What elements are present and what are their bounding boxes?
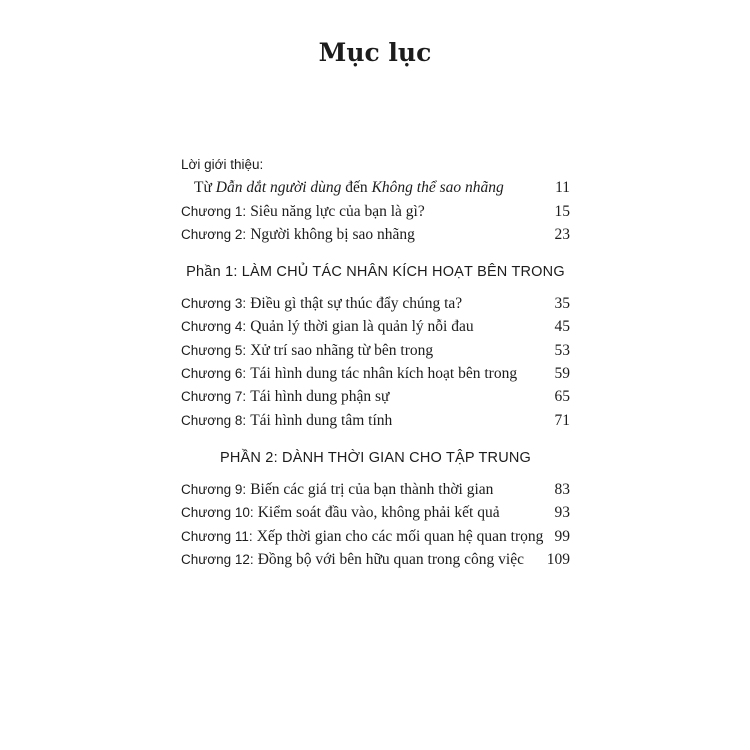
- toc-entry-chapter-4: [181, 315, 570, 338]
- chapter-title: Xử trí sao nhãng từ bên trong: [250, 341, 434, 359]
- intro-entry: [181, 176, 570, 199]
- chapter-title: Xếp thời gian cho các mối quan hệ quan trọng: [256, 527, 544, 545]
- page-number: 59: [554, 365, 570, 383]
- toc-entry-chapter-8: [181, 409, 570, 432]
- chapter-title: Quản lý thời gian là quản lý nỗi đau: [250, 318, 474, 336]
- chapter-title: Tái hình dung phận sự: [250, 388, 390, 406]
- chapter-label: Chương 9:: [181, 481, 247, 497]
- toc-entry-chapter-10: [181, 501, 570, 524]
- page-number: 93: [554, 504, 570, 522]
- page-number: 71: [554, 411, 570, 429]
- toc-entry-chapter-2: [181, 223, 570, 246]
- page-number: 109: [546, 550, 570, 568]
- chapter-title: Biến các giá trị của bạn thành thời gian: [250, 480, 494, 498]
- toc-entry-chapter-3: [181, 292, 570, 315]
- chapter-label: Chương 8:: [181, 412, 247, 428]
- part-1-heading: Phần 1: LÀM CHỦ TÁC NHÂN KÍCH HOẠT BÊN TRONG: [186, 264, 565, 281]
- page-number: 99: [554, 527, 570, 545]
- intro-mid: đến: [341, 179, 372, 197]
- intro-label: Lời giới thiệu:: [181, 157, 264, 172]
- chapter-label: Chương 11:: [181, 528, 253, 544]
- toc-entry-chapter-11: [181, 525, 570, 548]
- intro-label-row: [181, 153, 570, 176]
- intro-book-2: Không thể sao nhãng: [371, 179, 504, 197]
- page-number: 65: [554, 388, 570, 406]
- chapter-title: Đồng bộ với bên hữu quan trong công việc: [257, 550, 524, 568]
- page-number: 83: [554, 480, 570, 498]
- page-number: 15: [554, 202, 570, 220]
- chapter-label: Chương 1:: [181, 203, 247, 219]
- chapter-title: Tái hình dung tâm tính: [250, 411, 393, 429]
- chapter-label: Chương 6:: [181, 366, 247, 382]
- toc-entry-chapter-1: [181, 200, 570, 223]
- table-of-contents: [181, 153, 570, 571]
- toc-entry-chapter-5: [181, 339, 570, 362]
- chapter-title: Điều gì thật sự thúc đẩy chúng ta?: [250, 295, 463, 313]
- chapter-label: Chương 2:: [181, 226, 247, 242]
- intro-page-number: 11: [555, 179, 570, 197]
- toc-entry-chapter-9: [181, 478, 570, 501]
- chapter-title: Người không bị sao nhãng: [250, 225, 415, 243]
- page-number: 23: [554, 225, 570, 243]
- chapter-label: Chương 10:: [181, 505, 254, 521]
- part-2-heading: PHẦN 2: DÀNH THỜI GIAN CHO TẬP TRUNG: [219, 449, 532, 466]
- page-title: Mục lục: [318, 38, 432, 67]
- intro-book-1: Dẫn dắt người dùng: [215, 179, 342, 197]
- intro-prefix: Từ: [194, 179, 216, 197]
- chapter-label: Chương 12:: [181, 551, 254, 567]
- chapter-title: Kiểm soát đầu vào, không phải kết quả: [257, 504, 500, 522]
- toc-entry-chapter-7: [181, 385, 570, 408]
- toc-entry-chapter-12: [181, 548, 570, 571]
- page-number: 53: [554, 341, 570, 359]
- chapter-title: Tái hình dung tác nhân kích hoạt bên trong: [250, 365, 518, 383]
- toc-entry-chapter-6: [181, 362, 570, 385]
- chapter-title: Siêu năng lực của bạn là gì?: [250, 202, 425, 220]
- chapter-label: Chương 5:: [181, 342, 247, 358]
- chapter-label: Chương 3:: [181, 296, 247, 312]
- chapter-label: Chương 4:: [181, 319, 247, 335]
- chapter-label: Chương 7:: [181, 389, 247, 405]
- page-number: 45: [554, 318, 570, 336]
- page-number: 35: [554, 295, 570, 313]
